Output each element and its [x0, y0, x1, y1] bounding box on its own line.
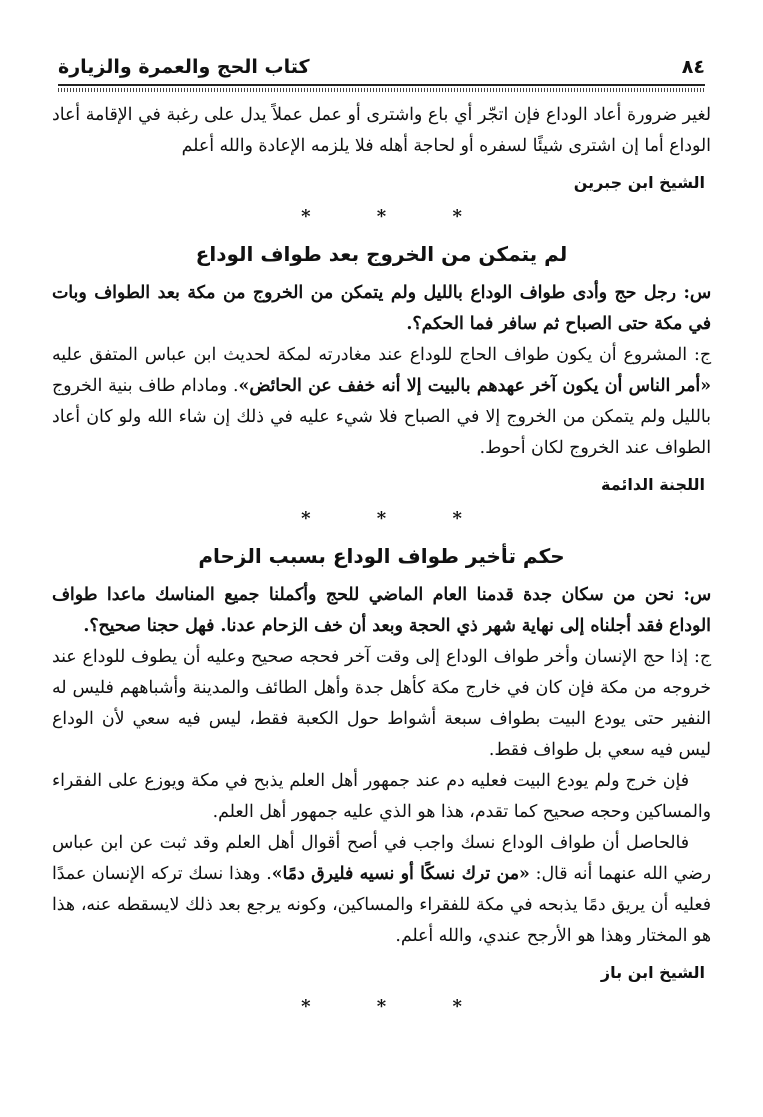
separator: * * *	[301, 206, 492, 227]
question: س: رجل حج وأدى طواف الوداع بالليل ولم يتمكن من الخروج من مكة بعد الطواف وبات في مكة حتى الصباح ثم سافر فما الحكم؟.	[52, 283, 711, 334]
running-title: كتاب الحج والعمرة والزيارة	[58, 56, 310, 78]
quote: «من ترك نسكًا أو نسيه فليرق دمًا»	[271, 864, 530, 884]
paragraph-continuation: لغير ضرورة أعاد الوداع فإن اتجّر أي باع واشترى أو عمل عملاً يدل على رغبة في الإقامة أعاد الوداع أما إن اشترى شيئًا لسفره أو لحاجة أهله فلا يلزمه الإعادة والله أعلم	[52, 105, 711, 156]
answer: ج: إذا حج الإنسان وأخر طواف الوداع إلى وقت آخر فحجه صحيح وعليه أن يطوف للوداع عند خروجه من مكة فإن كان في خارج مكة كأهل جدة وأهل الطائف والمدينة وأشباههم فليس له النفير حتى يودع البيت بطواف سبعة أشواط حول الكعبة فقط، ليس فيه سعي لأن الوداع ليس فيه سعي بل طواف فقط.	[52, 647, 711, 760]
answer-text: . وهذا نسك تركه الإنسان عمدًا فعليه أن يريق دمًا يذبحه في مكة للفقراء والمساكين، وكونه يرجع بعد ذلك لايسقطه عنه، هذا هو المختار وهذا هو الأرجح عندي، والله أعلم.	[52, 864, 711, 946]
answer-paragraph: فإن خرج ولم يودع البيت فعليه دم عند جمهور أهل العلم يذبح في مكة ويوزع على الفقراء والمساكين وحجه صحيح كما تقدم، هذا هو الذي عليه جمهور أهل العلم.	[52, 771, 711, 822]
answer-text: ج: المشروع أن يكون طواف الحاج للوداع عند مغادرته لمكة لحديث ابن عباس المتفق عليه	[52, 345, 711, 365]
separator: * * *	[301, 508, 492, 529]
section-heading: لم يتمكن من الخروج بعد طواف الوداع	[195, 242, 568, 266]
signature-permanent-committee: اللجنة الدائمة	[600, 475, 705, 494]
page-header	[58, 52, 705, 82]
question: س: نحن من سكان جدة قدمنا العام الماضي للحج وأكملنا جميع المناسك ماعدا طواف الوداع فقد أجلناه إلى نهاية شهر ذي الحجة وبعد أن خف الزحام عدنا. فهل حجنا صحيح؟.	[52, 585, 711, 636]
signature-ibn-jibreen: الشيخ ابن جبرين	[573, 173, 705, 192]
section-heading: حكم تأخير طواف الوداع بسبب الزحام	[198, 544, 565, 568]
header-rule	[58, 84, 705, 94]
answer-text: . ومادام طاف بنية الخروج بالليل ولم يتمكن من الخروج إلا في الصباح فلا شيء عليه في ذلك إن شاء الله ولو كان أعاد الطواف عند الخروج لكان أحوط.	[52, 376, 711, 458]
answer-paragraph	[52, 828, 711, 952]
hadith-quote: «أمر الناس أن يكون آخر عهدهم بالبيت إلا أنه خفف عن الحائض»	[238, 376, 712, 396]
signature-ibn-baz: الشيخ ابن باز	[600, 963, 705, 982]
answer-text: فالحاصل أن طواف الوداع نسك واجب في أصح أقوال أهل العلم وقد ثبت عن ابن عباس رضي الله عنهما أنه قال:	[52, 833, 712, 884]
separator: * * *	[301, 996, 492, 1017]
answer	[52, 340, 711, 464]
page-body	[52, 100, 711, 1024]
page-number: ٨٤	[681, 56, 705, 78]
